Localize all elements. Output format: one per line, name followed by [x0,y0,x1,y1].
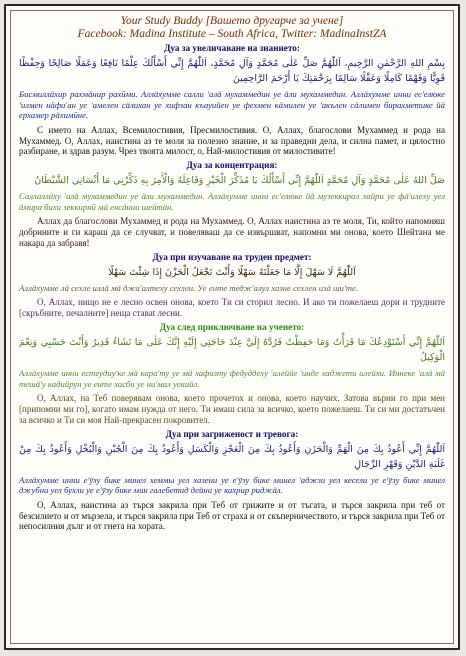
header-title: Your Study Buddy [Вашето другарче за учене] [120,15,344,27]
translation-concentration: Аллах да благослови Мухаммед и рода на Мухаммед. О, Аллах наистина аз те моля, Ти, който напомняш добрините и ги караш да се случват, и повеляваш да се извършват, напомни ми онова, което Шейтана ме накара да забравя! [19,216,445,248]
arabic-text-concentration: صَلِّ اللهُ عَلٰى مُحَمَّدٍ وَآلِ مُحَمَّدٍ اَللّٰهُمَّ إِنِّي أَسْأَلُكَ يَا مُذَكِّرَ الْخَيْرِ وَفَاعِلَهُ وَالْأَمِرَ بِهِ ذَكِّرْنِي مَا أَنْسَانِي الشَّيْطَانُ [34,175,445,187]
section-heading-after-study: Дуа след приключване на ученето: [159,321,305,332]
transliteration-anxiety: Аллӓхумме инни е'ӯзу бике минел хеммы уел хазени уе е'ӯзу бике минел 'аджзи уел кесели уе е'ӯзу бике минел джубни уел бухли уе е'ӯзу бике мин галебетид дейни уе кахрир риджӓл. [19,474,445,496]
translation-knowledge: С името на Аллах, Всемилостивия, Пресмилостивия. О, Аллах, благослови Мухаммед и рода на Мухаммед. О, Аллах, наистина аз те моля за полезно знание, и за праведни дела, и силна памет, и цялостно разбиране, и здрав разум. Чрез твоята милост, о, Най-милостивия от милостивите! [19,124,445,157]
section-heading-knowledge: Дуа за увеличаване на знанието: [164,43,300,53]
section-heading-anxiety: Дуа при загриженост и тревога: [165,428,299,439]
translation-after-study: О, Аллах, на Теб поверявам онова, което прочетох и онова, което научих. Затова върни го при мен [припомни ми го], когато имам нужда от него. Ти имаш сила за всичко, което пожелаеш. Ти си ми достатъчен за всичко и Ти си моя Най-прекрасен покровител. [19,393,445,425]
arabic-text-difficult-subject: اَللّٰهُمَّ لَا سَهْلَ إِلَّا مَا جَعَلْتَهُ سَهْلًا وَأَنْتَ تَجْعَلُ الْحَزْنَ إِذَا شِئْتَ سَهْلًا [108,266,356,278]
arabic-text-after-study: اَللّٰهُمَّ إِنِّي أَسْتَوْدِعُكَ مَا قَرَأْتُ وَمَا حَفِظْتُ فَرُدَّهُ إِلَيَّ عِنْدَ حَاجَتِي إِلَيْهِ إِنَّكَ عَلٰى مَا تَشَاءُ قَدِيرٌ وَأَنْتَ حَسْبِي وَنِعْمَ الْوَكِيلُ [19,336,445,363]
section-heading-concentration: Дуа за концентрация: [186,160,278,171]
document-page [4,4,460,650]
translation-anxiety: О, Аллах, наистина аз търся закрила при Теб от грижите и от тъгата, и търся закрила при теб от безсилието и от мързела, и търся закрила при Теб от страха и от скъперничеството, и търся закрила при Теб от непосилния дълг и от гнета на хората. [19,499,445,532]
arabic-text-knowledge: بِسْمِ اللهِ الرَّحْمٰنِ الرَّحِيمِ، اَللّٰهُمَّ صَلِّ عَلٰى مُحَمَّدٍ وَآلِ مُحَمَّدٍ، اَللّٰهُمَّ إِنِّي أَسْأَلُكَ عِلْمًا نَافِعًا وَعَمَلًا صَالِحًا وَحِفْظًا قَوِيًّا وَفَهْمًا كَامِلًا وَعَقْلًا سَالِمًا بِرَحْمَتِكَ يَا أَرْحَمَ الرَّاحِمِينَ [19,58,445,84]
transliteration-knowledge: Бисмиллӓхир рахмӓнир рахӣми. Аллӓхумме салли 'алӓ мухаммедин уе ӓли мухаммедин. Аллӓхумме инни ес'елюке 'илмен нӓфи'ан уе 'амелен сӓлихан уе хифзан къауийен уе фехмен кӓмилен уе 'акълен сӓлимен бирахметике йӓ ерхамер рӓхимӣне. [19,89,445,121]
page-border [10,10,454,644]
section-heading-difficult-subject: Дуа при изучаване на труден предмет: [152,251,312,262]
transliteration-concentration: Саллаллӓху 'алӓ мухаммедин уе ӓли мухаммедин. Аллӓхумме инни ес'елюке йӓ музеккирал хайри уе фӓ'илеху уел ӓмира бихи зеккирнӣ мӓ енсӓнии шейтӓн. [19,191,445,212]
translation-difficult-subject: О, Аллах, нищо не е лесно освен онова, което Ти си сторил лесно. И ако ти пожелаеш дори и трудните [скръбните, печалните] неща ставаt лесни. [19,297,445,319]
transliteration-difficult-subject: Аллӓхумме лӓ сехле иллӓ мӓ джа'алтеху сехлен. Уе енте тедж'алул хазне сехлен изӓ ши'те. [19,282,359,293]
arabic-text-anxiety: اَللّٰهُمَّ إِنِّي أَعُوذُ بِكَ مِنَ الْهَمِّ وَالْحَزَنِ وَأَعُوذُ بِكَ مِنَ الْعَجْزِ وَالْكَسَلِ وَأَعُوذُ بِكَ مِنَ الْجُبْنِ وَالْبُخْلِ وَأَعُوذُ بِكَ مِنْ غَلَبَةِ الدَّيْنِ وَقَهْرِ الرِّجَالِ [19,443,445,470]
transliteration-after-study: Аллӓхумме инни естеудиу'ке мӓ кара'ту уе мӓ хафизту федуддеху 'алейӥе 'инде хаджети илейхи. Иннеке 'алӓ мӓ тешӓ'у кадийрун уе енте хасби уе ни'мал уекийл. [19,367,445,389]
header-social: Facebook: Madina Institute – South Africa, Twitter: MadinaInstZA [77,28,387,40]
